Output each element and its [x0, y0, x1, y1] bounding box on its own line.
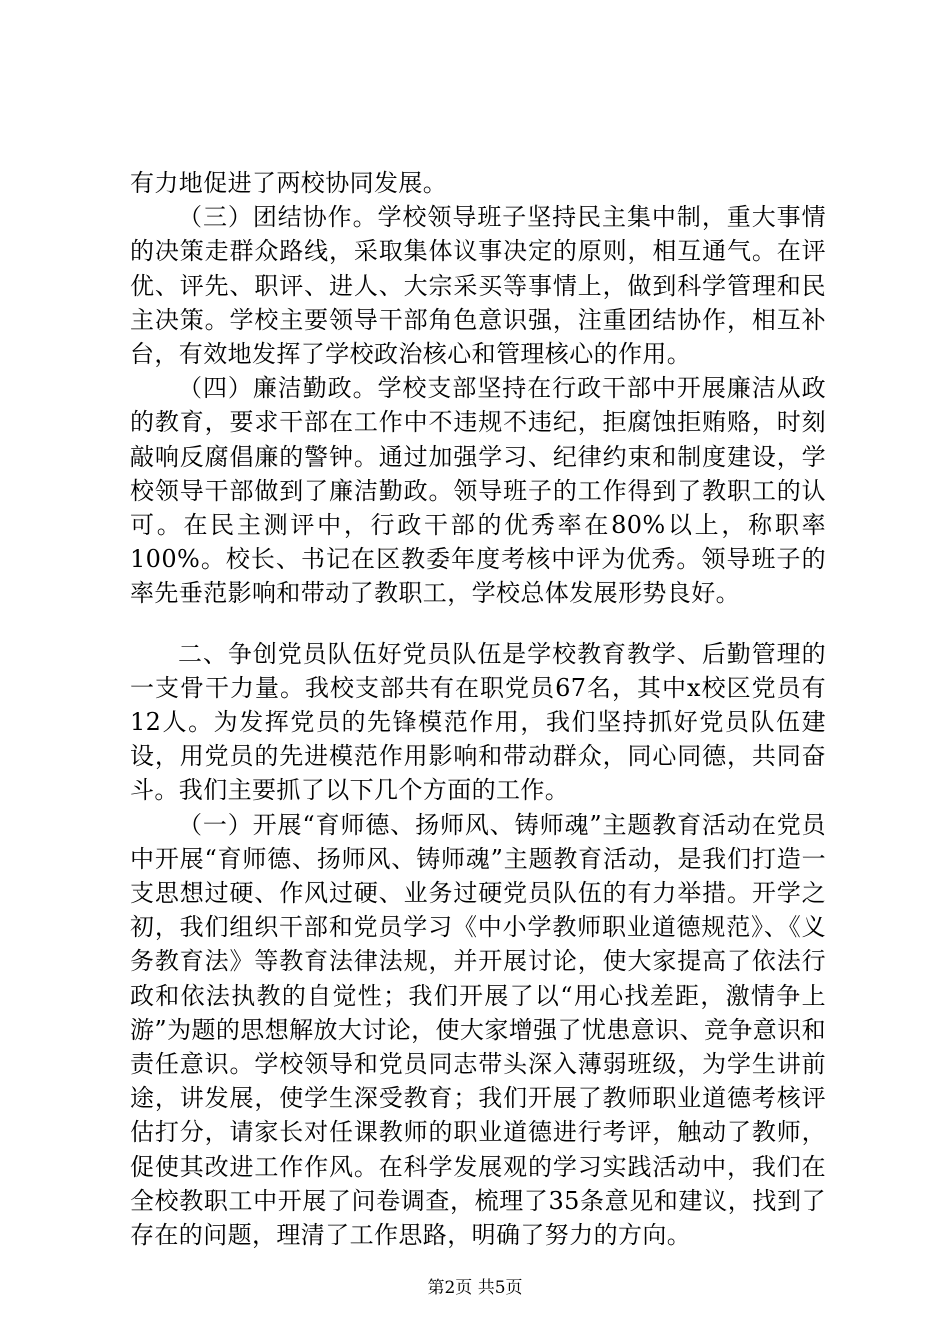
- page-footer: 第2页 共5页: [427, 1278, 523, 1298]
- paragraph-unity-cooperation: （三）团结协作。学校领导班子坚持民主集中制，重大事情的决策走群众路线，采取集体议事决定的原则，相互通气。在评优、评先、职评、进人、大宗采买等事情上，做到科学管理和民主决策。学校主要领导干部角色意识强，注重团结协作，相互补台，有效地发挥了学校政治核心和管理核心的作用。: [130, 203, 826, 369]
- paragraph-party-members: 二、争创党员队伍好党员队伍是学校教育教学、后勤管理的一支骨干力量。我校支部共有在职党员67名，其中x校区党员有12人。为发挥党员的先锋模范作用，我们坚持抓好党员队伍建设，用党员的先进模范作用影响和带动群众，同心同德，共同奋斗。我们主要抓了以下几个方面的工作。: [130, 639, 826, 805]
- paragraph-continuation: 有力地促进了两校协同发展。: [130, 169, 448, 197]
- paragraph-education-activity: （一）开展“育师德、扬师风、铸师魂”主题教育活动在党员中开展“育师德、扬师风、铸师魂”主题教育活动，是我们打造一支思想过硬、作风过硬、业务过硬党员队伍的有力举措。开学之初，我们组织干部和党员学习《中小学教师职业道德规范》、《义务教育法》等教育法律法规，并开展讨论，使大家提高了依法行政和依法执教的自觉性；我们开展了以“用心找差距，激情争上游”为题的思想解放大讨论，使大家增强了忧患意识、竞争意识和责任意识。学校领导和党员同志带头深入薄弱班级，为学生讲前途，讲发展，使学生深受教育；我们开展了教师职业道德考核评估打分，请家长对任课教师的职业道德进行考评，触动了教师，促使其改进工作作风。在科学发展观的学习实践活动中，我们在全校教职工中开展了问卷调查，梳理了35条意见和建议，找到了存在的问题，理清了工作思路，明确了努力的方向。: [130, 810, 826, 1250]
- document-body: [130, 166, 826, 1252]
- paragraph-clean-governance: （四）廉洁勤政。学校支部坚持在行政干部中开展廉洁从政的教育，要求干部在工作中不违规不违纪，拒腐蚀拒贿赂，时刻敲响反腐倡廉的警钟。通过加强学习、纪律约束和制度建设，学校领导干部做到了廉洁勤政。领导班子的工作得到了教职工的认可。在民主测评中，行政干部的优秀率在80%以上，称职率100%。校长、书记在区教委年度考核中评为优秀。领导班子的率先垂范影响和带动了教职工，学校总体发展形势良好。: [130, 374, 826, 608]
